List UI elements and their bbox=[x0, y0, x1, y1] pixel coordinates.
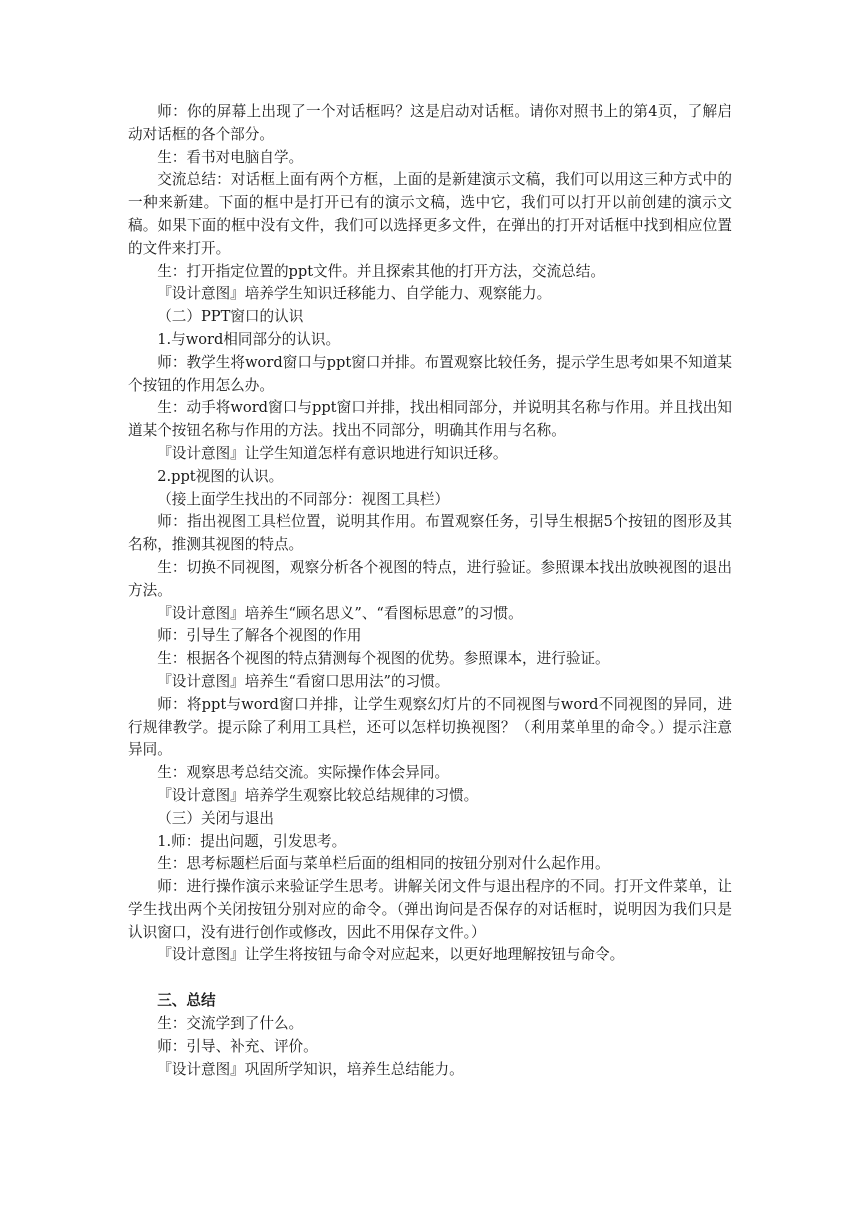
design-intent: 『设计意图』培养生“顾名思义”、“看图标思意”的习惯。 bbox=[157, 604, 523, 622]
summary-heading: 三、总结 bbox=[157, 992, 216, 1010]
paragraph: 生：思考标题栏后面与菜单栏后面的组相同的按钮分别对什么起作用。 bbox=[157, 855, 610, 873]
design-intent: 『设计意图』培养学生知识迁移能力、自学能力、观察能力。 bbox=[157, 285, 552, 303]
paragraph: 生：打开指定位置的ppt文件。并且探索其他的打开方法，交流总结。 bbox=[157, 262, 605, 280]
summary-line: 生：交流学到了什么。 bbox=[157, 1015, 304, 1033]
paragraph: （接上面学生找出的不同部分：视图工具栏） bbox=[157, 490, 450, 508]
design-intent: 『设计意图』培养生“看窗口思用法”的习惯。 bbox=[157, 672, 450, 690]
paragraph: 1.师：提出问题，引发思考。 bbox=[157, 832, 347, 850]
paragraph: 师：将ppt与word窗口并排，让学生观察幻灯片的不同视图与word不同视图的异同，进行规律教学。提示除了利用工具栏，还可以怎样切换视图？（利用菜单里的命令。）提示注意异同。 bbox=[128, 695, 732, 759]
subsection-heading: 2.ppt视图的认识。 bbox=[157, 467, 284, 485]
design-intent: 『设计意图』培养学生观察比较总结规律的习惯。 bbox=[157, 786, 479, 804]
summary-line: 『设计意图』巩固所学知识，培养生总结能力。 bbox=[157, 1060, 464, 1078]
paragraph: 师：指出视图工具栏位置，说明其作用。布置观察任务，引导生根据5个按钮的图形及其名称，推测其视图的特点。 bbox=[128, 513, 732, 554]
document-body bbox=[128, 101, 732, 1081]
paragraph: 生：看书对电脑自学。 bbox=[157, 148, 304, 166]
spacer bbox=[128, 967, 732, 990]
summary-line: 师：引导、补充、评价。 bbox=[157, 1037, 318, 1055]
paragraph: 交流总结：对话框上面有两个方框，上面的是新建演示文稿，我们可以用这三种方式中的一种来新建。下面的框中是打开已有的演示文稿，选中它，我们可以打开以前创建的演示文稿。如果下面的框中没有文件，我们可以选择更多文件，在弹出的打开对话框中找到相应位置的文件来打开。 bbox=[128, 171, 732, 257]
paragraph: 师：教学生将word窗口与ppt窗口并排。布置观察比较任务，提示学生思考如果不知道某个按钮的作用怎么办。 bbox=[128, 353, 732, 394]
paragraph: 生：切换不同视图，观察分析各个视图的特点，进行验证。参照课本找出放映视图的退出方法。 bbox=[128, 558, 732, 599]
subsection-heading: 1.与word相同部分的认识。 bbox=[157, 330, 341, 348]
design-intent: 『设计意图』让学生将按钮与命令对应起来，以更好地理解按钮与命令。 bbox=[157, 946, 625, 964]
paragraph: 生：动手将word窗口与ppt窗口并排，找出相同部分，并说明其名称与作用。并且找出知道某个按钮名称与作用的方法。找出不同部分，明确其作用与名称。 bbox=[128, 399, 732, 440]
paragraph: 师：进行操作演示来验证学生思考。讲解关闭文件与退出程序的不同。打开文件菜单，让学生找出两个关闭按钮分别对应的命令。（弹出询问是否保存的对话框时，说明因为我们只是认识窗口，没有进行创作或修改，因此不用保存文件。） bbox=[128, 878, 732, 941]
paragraph: 师：你的屏幕上出现了一个对话框吗？这是启动对话框。请你对照书上的第4页，了解启动对话框的各个部分。 bbox=[128, 103, 732, 143]
paragraph: 生：观察思考总结交流。实际操作体会异同。 bbox=[157, 764, 450, 782]
section-heading: （二）PPT窗口的认识 bbox=[157, 308, 304, 326]
paragraph: 师：引导生了解各个视图的作用 bbox=[157, 627, 362, 645]
section-heading: （三）关闭与退出 bbox=[157, 809, 274, 827]
paragraph: 生：根据各个视图的特点猜测每个视图的优势。参照课本，进行验证。 bbox=[157, 650, 610, 668]
design-intent: 『设计意图』让学生知道怎样有意识地进行知识迁移。 bbox=[157, 444, 508, 462]
